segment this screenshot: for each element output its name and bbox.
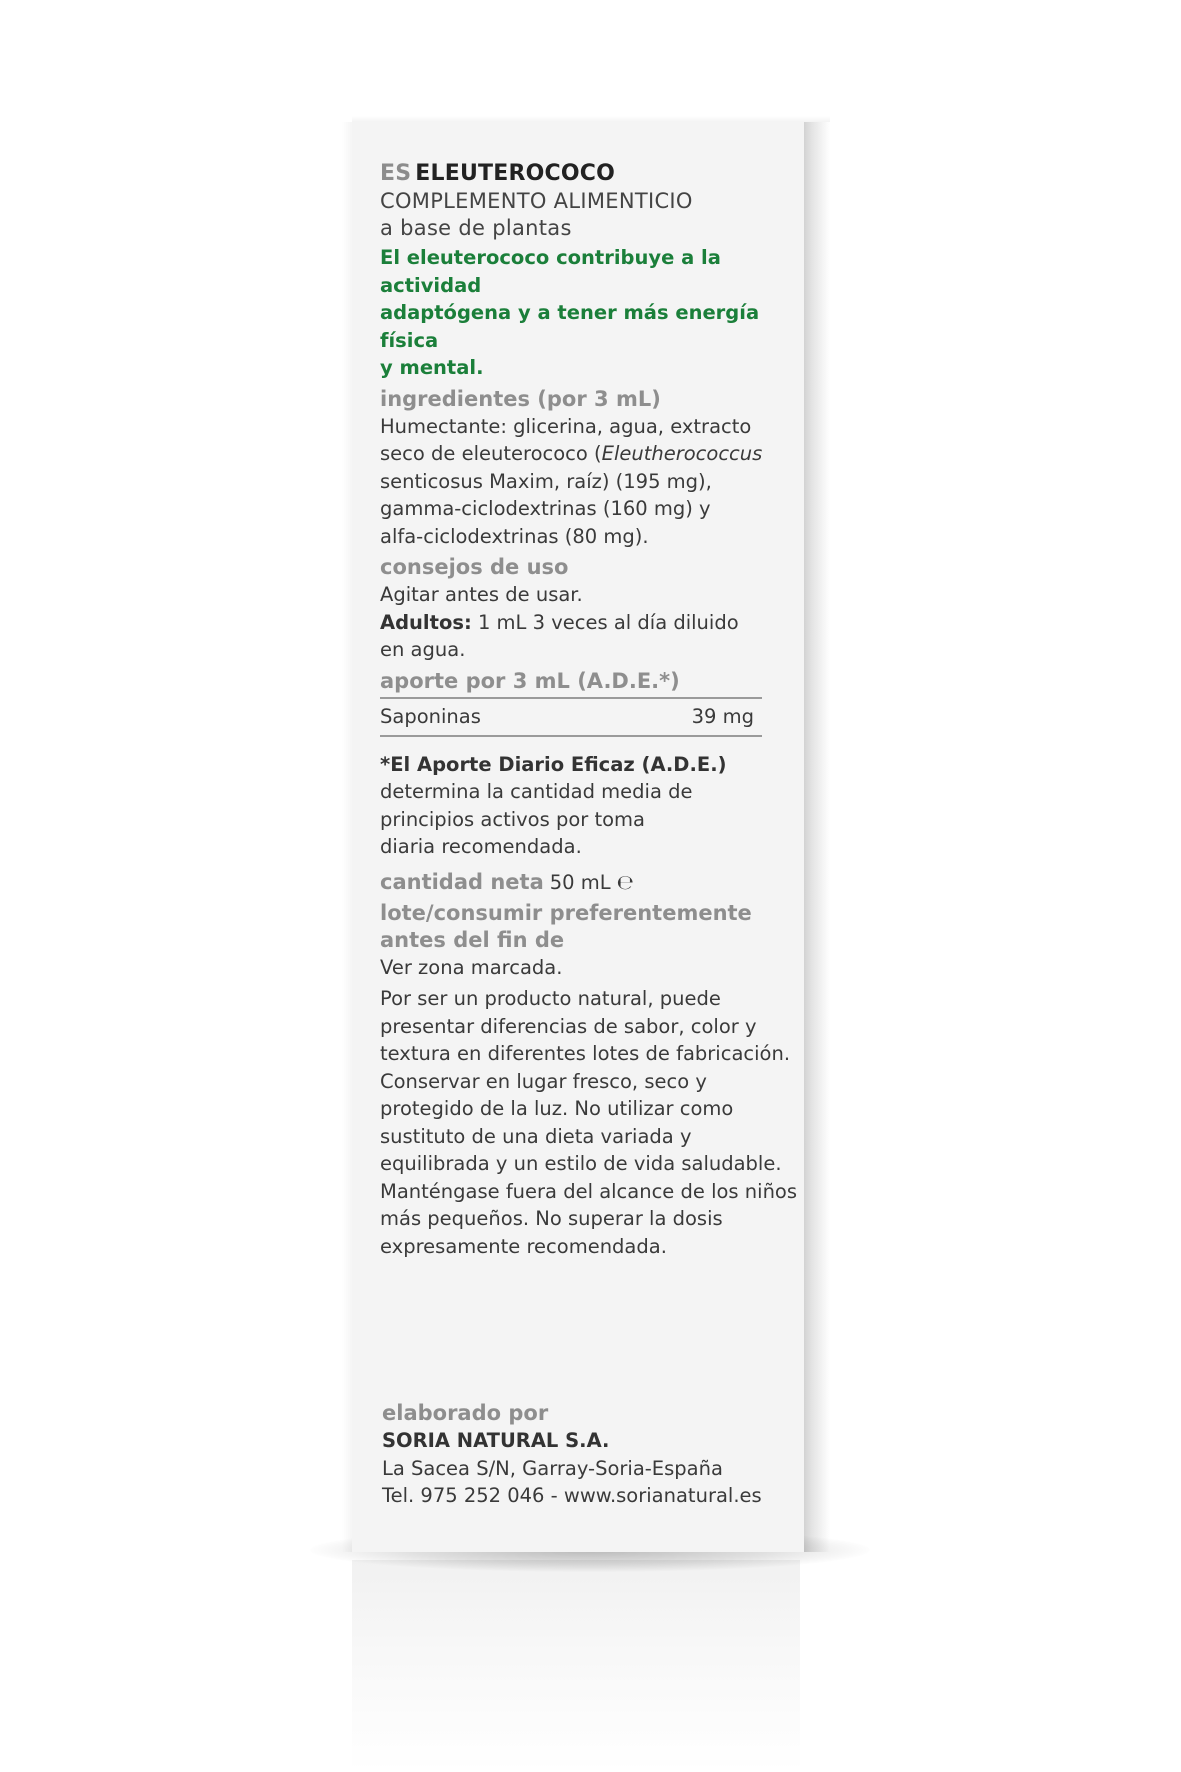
manufacturer-contact: Tel. 975 252 046 - www.sorianatural.es	[382, 1484, 762, 1507]
claim-line-3: y mental.	[380, 356, 484, 379]
product-title	[380, 160, 800, 188]
ade-line-1: *El Aporte Diario Eficaz (A.D.E.)	[380, 752, 727, 776]
warning-line: más pequeños. No superar la dosis	[380, 1207, 723, 1230]
lot-title-line-1: lote/consumir preferentemente	[380, 900, 752, 925]
contribution-name: Saponinas	[380, 704, 481, 728]
adults-label: Adultos:	[380, 610, 472, 634]
lot-text: Ver zona marcada.	[380, 955, 563, 979]
contribution-title: aporte por 3 mL (A.D.E.*)	[380, 668, 680, 693]
ingredients-title: ingredientes (por 3 mL)	[380, 386, 661, 411]
usage-line-2	[380, 609, 800, 637]
health-claim	[380, 244, 800, 382]
ade-line-2: determina la cantidad media de	[380, 780, 693, 803]
manufacturer-name: SORIA NATURAL S.A.	[382, 1429, 610, 1452]
box-reflection	[352, 1560, 800, 1772]
ade-note	[380, 751, 800, 861]
warning-line: sustituto de una dieta variada y	[380, 1124, 692, 1148]
claim-line-2: adaptógena y a tener más energía física	[380, 301, 760, 352]
box-right-side	[800, 122, 830, 1552]
contribution-table-row	[380, 697, 762, 737]
usage-line-1: Agitar antes de usar.	[380, 583, 583, 606]
ade-line-3: principios activos por toma	[380, 807, 646, 831]
warning-line: Manténgase fuera del alcance de los niños	[380, 1179, 798, 1203]
ade-line-4: diaria recomendada.	[380, 835, 582, 858]
lot-title-line-2: antes del fin de	[380, 927, 565, 952]
warning-line: equilibrada y un estilo de vida saludable.	[380, 1152, 782, 1175]
warning-line: protegido de la luz. No utilizar como	[380, 1097, 734, 1120]
ingredients-line-5: alfa-ciclodextrinas (80 mg).	[380, 524, 649, 548]
usage-line-3: en agua.	[380, 638, 466, 661]
contribution-value: 39 mg	[691, 704, 754, 728]
latin-name: Eleutherococcus	[601, 442, 763, 465]
ingredients-line-1: Humectante: glicerina, agua, extracto	[380, 414, 752, 438]
claim-line-1: El eleuterococo contribuye a la actividad	[380, 246, 721, 297]
ingredients-line-3: senticosus Maxim, raíz) (195 mg),	[380, 469, 712, 493]
warnings-text	[380, 985, 800, 1260]
product-name: ELEUTEROCOCO	[415, 161, 615, 186]
category-line-2: a base de plantas	[380, 216, 572, 240]
language-code: ES	[380, 161, 412, 186]
net-quantity-label: cantidad neta	[380, 869, 544, 894]
label-content	[380, 160, 800, 1260]
ingredients-line-2-text: seco de eleuterococo (	[380, 442, 602, 465]
net-quantity	[380, 869, 800, 896]
usage-text	[380, 581, 800, 664]
ingredients-text	[380, 413, 800, 551]
net-quantity-value: 50 mL	[549, 870, 611, 894]
warning-line: presentar diferencias de sabor, color y	[380, 1014, 757, 1038]
estimated-sign-icon: ℮	[616, 869, 634, 894]
usage-title: consejos de uso	[380, 555, 569, 579]
manufacturer-info	[382, 1400, 802, 1510]
ingredients-line-2	[380, 440, 800, 468]
manufacturer-address: La Sacea S/N, Garray-Soria-España	[382, 1456, 723, 1480]
warning-line: Conservar en lugar fresco, seco y	[380, 1069, 707, 1093]
ingredients-line-4: gamma-ciclodextrinas (160 mg) y	[380, 497, 711, 520]
warning-line: textura en diferentes lotes de fabricación.	[380, 1042, 791, 1065]
adults-dose: 1 mL 3 veces al día diluido	[471, 610, 739, 634]
category-line-1: COMPLEMENTO ALIMENTICIO	[380, 189, 693, 213]
warning-line: Por ser un producto natural, puede	[380, 987, 721, 1010]
manufacturer-title: elaborado por	[382, 1401, 549, 1425]
warning-line: expresamente recomendada.	[380, 1234, 667, 1258]
